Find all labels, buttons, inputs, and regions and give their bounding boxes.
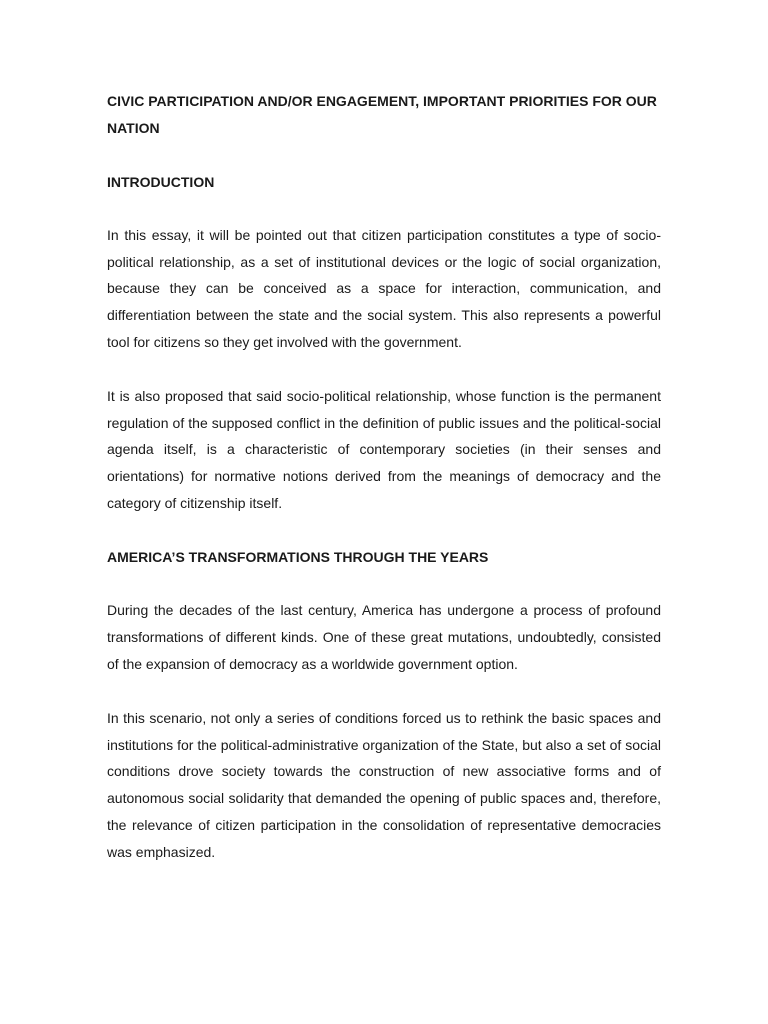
paragraph: It is also proposed that said socio-political relationship, whose function is the permanent regulation of the supposed conflict in the definition of public issues and the political-social agenda itself, is a characteristic of contemporary societies (in their senses and orientations) for normative notions derived from the meanings of democracy and the category of citizenship itself. <box>107 387 661 511</box>
paragraph: In this essay, it will be pointed out that citizen participation constitutes a type of socio-political relationship, as a set of institutional devices or the logic of social organization, because they can be conceived as a space for interaction, communication, and differentiation between the state and the social system. This also represents a powerful tool for citizens so they get involved with the government. <box>107 226 661 350</box>
section-heading-america-transformations: AMERICA’S TRANSFORMATIONS THROUGH THE YEARS <box>107 548 489 565</box>
document-page <box>107 88 661 866</box>
section-heading-introduction: INTRODUCTION <box>107 174 215 191</box>
paragraph: In this scenario, not only a series of conditions forced us to rethink the basic spaces and institutions for the political-administrative organization of the State, but also a set of social conditions drove society towards the construction of new associative forms and of autonomous social solidarity that demanded the opening of public spaces and, therefore, the relevance of citizen participation in the consolidation of representative democracies was emphasized. <box>107 709 661 860</box>
paragraph: During the decades of the last century, America has undergone a process of profound transformations of different kinds. One of these great mutations, undoubtedly, consisted of the expansion of democracy as a worldwide government option. <box>107 602 661 672</box>
document-title: CIVIC PARTICIPATION AND/OR ENGAGEMENT, IMPORTANT PRIORITIES FOR OUR NATION <box>107 93 657 136</box>
